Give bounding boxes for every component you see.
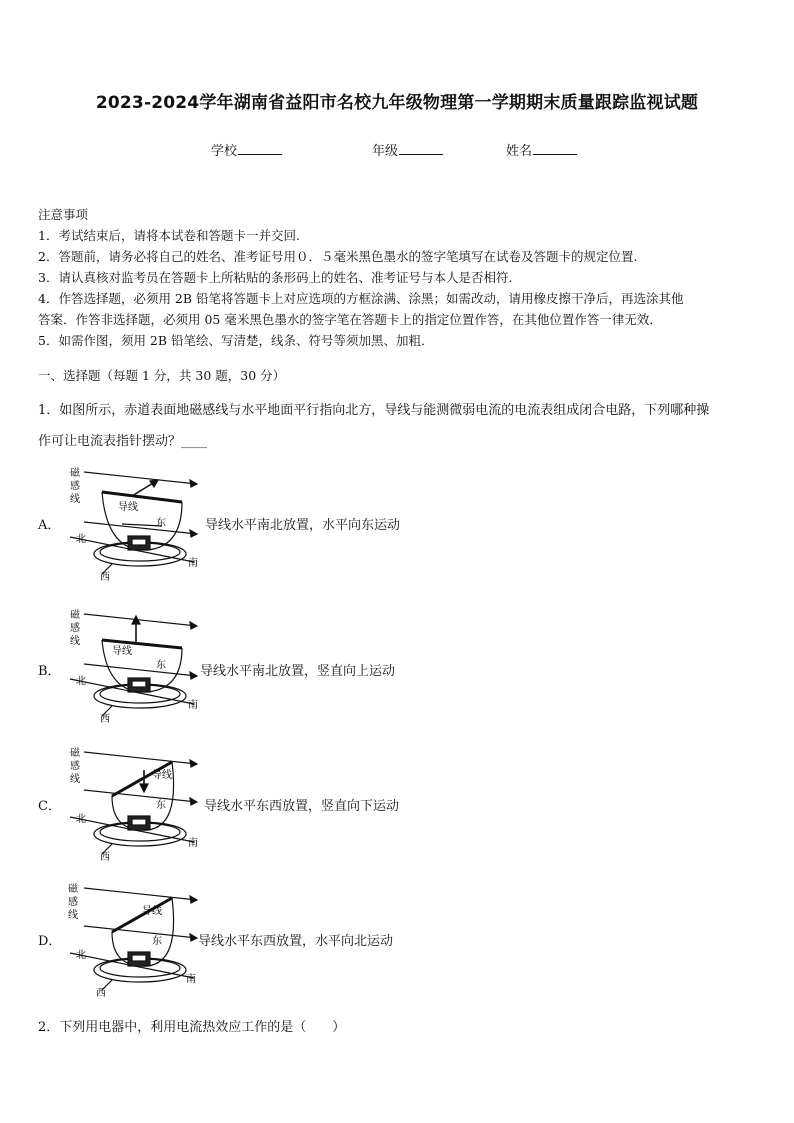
note-item: 3．请认真核对监考员在答题卡上所粘贴的条形码上的姓名、准考证号与本人是否相符. xyxy=(38,270,513,285)
name-label: 姓名 xyxy=(506,144,533,159)
field-label: 磁 xyxy=(70,468,80,479)
question-1-line1: 1．如图所示，赤道表面地磁感线与水平地面平行指向北方，导线与能测微弱电流的电流表组成闭合电路，下列哪种操 xyxy=(38,403,710,418)
notes-heading: 注意事项 xyxy=(38,207,89,222)
west-label: 西 xyxy=(96,988,106,999)
wire-label: 导线 xyxy=(118,502,138,513)
field-label: 线 xyxy=(70,636,80,647)
note-item: 答案．作答非选择题，必须用 05 毫米黑色墨水的签字笔在答题卡上的指定位置作答，在其他位置作答一律无效． xyxy=(38,312,662,327)
field-label: 感 xyxy=(68,897,78,908)
wire-label: 导线 xyxy=(112,646,132,657)
south-label: 南 xyxy=(188,700,198,711)
notes-block xyxy=(38,204,763,351)
option-a-letter[interactable]: A． xyxy=(38,518,61,533)
school-field xyxy=(211,140,282,159)
option-d-letter[interactable]: D． xyxy=(38,934,62,949)
question-2-stem: 2．下列用电器中，利用电流热效应工作的是（ ） xyxy=(38,1020,346,1035)
school-label: 学校 xyxy=(211,144,238,159)
note-item: 1．考试结束后，请将本试卷和答题卡一并交回. xyxy=(38,228,300,243)
option-c-letter[interactable]: C． xyxy=(38,799,61,814)
option-d-figure xyxy=(62,878,202,1002)
name-field xyxy=(506,140,577,159)
name-blank[interactable] xyxy=(533,142,577,155)
option-b-figure xyxy=(62,604,202,728)
wire-label: 导线 xyxy=(152,770,172,781)
field-label: 线 xyxy=(70,494,80,505)
north-label: 北 xyxy=(76,534,86,545)
note-item: 4．作答选择题，必须用 2B 铅笔将答题卡上对应选项的方框涂满、涂黑；如需改动，请用橡皮擦干净后，再选涂其他 xyxy=(38,291,684,306)
east-label: 东 xyxy=(156,800,166,811)
option-b-letter[interactable]: B． xyxy=(38,664,61,679)
north-label: 北 xyxy=(76,950,86,961)
exam-title: 2023-2024学年湖南省益阳市名校九年级物理第一学期期末质量跟踪监视试题 xyxy=(95,93,699,113)
option-c-text[interactable]: 导线水平东西放置，竖直向下运动 xyxy=(204,799,400,814)
question-1-line2: 作可让电流表指针摆动？____ xyxy=(38,434,208,449)
field-label: 线 xyxy=(68,910,78,921)
south-label: 南 xyxy=(188,558,198,569)
field-label: 磁 xyxy=(70,610,80,621)
west-label: 西 xyxy=(100,852,110,863)
east-label: 东 xyxy=(156,660,166,671)
note-item: 2．答题前，请务必将自己的姓名、准考证号用０．５毫米黑色墨水的签字笔填写在试卷及答题卡的规定位置. xyxy=(38,249,638,264)
section-heading: 一、选择题（每题 1 分，共 30 题，30 分） xyxy=(38,368,286,383)
field-label: 磁 xyxy=(70,748,80,759)
field-label: 线 xyxy=(70,774,80,785)
note-item: 5．如需作图，须用 2B 铅笔绘、写清楚，线条、符号等须加黑、加粗． xyxy=(38,333,434,348)
east-label: 东 xyxy=(152,936,162,947)
field-label: 感 xyxy=(70,481,80,492)
field-label: 感 xyxy=(70,623,80,634)
option-a-figure xyxy=(62,462,202,586)
north-label: 北 xyxy=(76,676,86,687)
option-a-text[interactable]: 导线水平南北放置，水平向东运动 xyxy=(205,518,401,533)
wire-label: 导线 xyxy=(142,906,162,917)
option-b-text[interactable]: 导线水平南北放置，竖直向上运动 xyxy=(200,664,396,679)
west-label: 西 xyxy=(100,572,110,583)
school-blank[interactable] xyxy=(238,142,282,155)
south-label: 南 xyxy=(188,838,198,849)
question-1-stem xyxy=(38,395,763,457)
option-d-text[interactable]: 导线水平东西放置，水平向北运动 xyxy=(198,934,394,949)
west-label: 西 xyxy=(100,714,110,725)
grade-field xyxy=(372,140,443,159)
east-label: 东 xyxy=(156,518,166,529)
field-label: 感 xyxy=(70,761,80,772)
north-label: 北 xyxy=(76,814,86,825)
field-label: 磁 xyxy=(68,884,78,895)
option-c-figure xyxy=(62,742,202,866)
grade-label: 年级 xyxy=(372,144,399,159)
grade-blank[interactable] xyxy=(399,142,443,155)
south-label: 南 xyxy=(186,974,196,985)
